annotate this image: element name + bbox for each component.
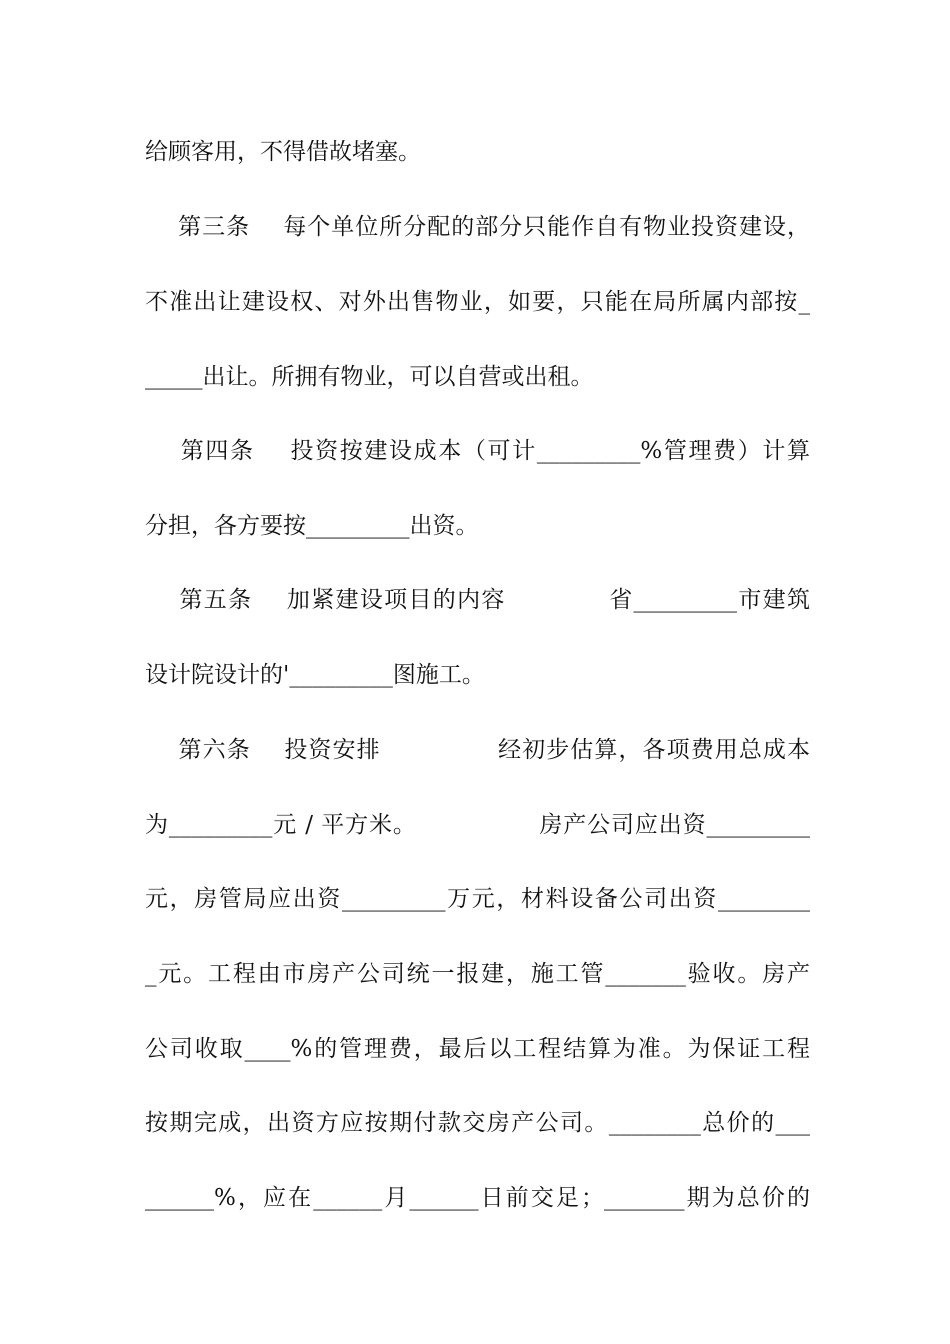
text-line: 给顾客用，不得借故堵塞。 [145,139,421,165]
text-line: 为_________元 / 平方米。 房产公司应出资_________ [145,812,810,838]
text-line: 分担，各方要按_________出资。 [145,513,479,539]
text-line: 元，房管局应出资_________万元，材料设备公司出资________ [145,886,810,912]
text-line: ______%，应在______月______日前交足；_______期为总价的 [145,1185,810,1211]
text-line: 第四条 投资按建设成本（可计_________%管理费）计算 [145,438,810,464]
text-line: 公司收取____%的管理费，最后以工程结算为准。为保证工程 [145,1036,810,1062]
text-line: 按期完成，出资方应按期付款交房产公司。________总价的___ [145,1110,810,1136]
text-line: 第五条 加紧建设项目的内容 省_________市建筑 [145,587,810,613]
text-line: _____出让。所拥有物业，可以自营或出租。 [145,364,594,390]
text-line: 不准出让建设权、对外出售物业，如要，只能在局所属内部按_ [145,289,810,315]
text-line: _元。工程由市房产公司统一报建，施工管_______验收。房产 [145,961,810,987]
text-line: 第三条 每个单位所分配的部分只能作自有物业投资建设， [145,214,810,240]
text-line: 设计院设计的'_________图施工。 [145,662,485,688]
text-line: 第六条 投资安排 经初步估算，各项费用总成本 [145,737,810,763]
